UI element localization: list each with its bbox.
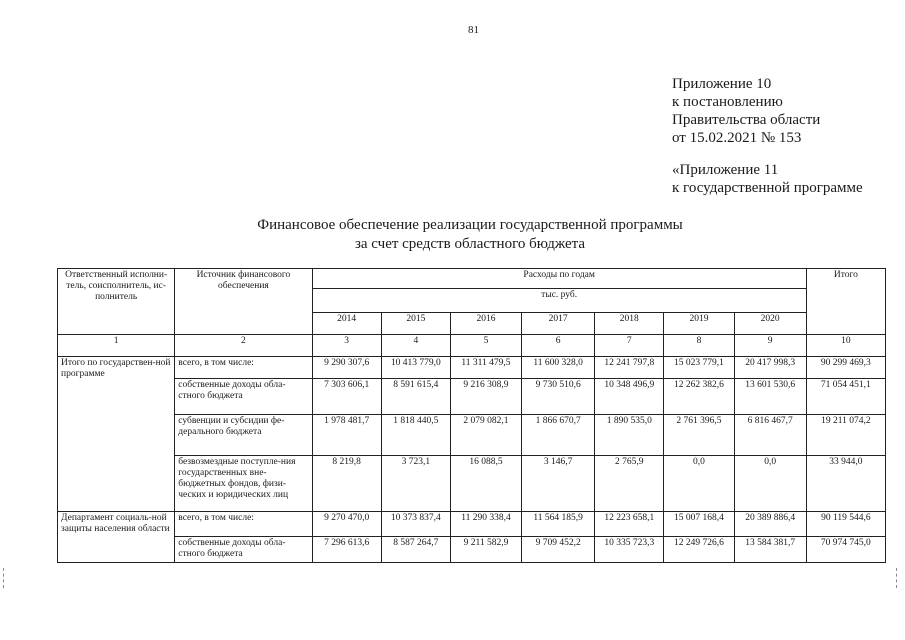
appendix-line: от 15.02.2021 № 153 bbox=[672, 130, 802, 146]
value-cell: 8 219,8 bbox=[312, 456, 381, 512]
header-year: 2019 bbox=[664, 313, 734, 335]
table-row bbox=[58, 415, 886, 456]
value-cell: 2 079 082,1 bbox=[450, 415, 521, 456]
source-cell: собственные доходы обла-стного бюджета bbox=[175, 379, 312, 415]
source-cell: безвозмездные поступле-ния государственных вне-бюджетных фондов, физи-ческих и юридических лиц bbox=[175, 456, 312, 512]
responsible-cell: Итого по государствен-ной программе bbox=[58, 357, 175, 512]
source-cell: субвенции и субсидии фе-дерального бюджета bbox=[175, 415, 312, 456]
header-responsible: Ответственный исполни-тель, соисполнитель, ис-полнитель bbox=[58, 269, 175, 335]
column-index-cell: 3 bbox=[312, 335, 381, 357]
header-source: Источник финансового обеспечения bbox=[175, 269, 312, 335]
title-line: Финансовое обеспечение реализации государственной программы bbox=[257, 217, 683, 233]
source-cell: всего, в том числе: bbox=[175, 357, 312, 379]
value-cell: 12 241 797,8 bbox=[595, 357, 664, 379]
column-index-cell: 8 bbox=[664, 335, 734, 357]
value-cell: 10 335 723,3 bbox=[595, 537, 664, 563]
appendix-line: Правительства области bbox=[672, 112, 821, 128]
header-expenses: Расходы по годам bbox=[312, 269, 806, 289]
value-cell: 7 296 613,6 bbox=[312, 537, 381, 563]
value-cell: 15 007 168,4 bbox=[664, 512, 734, 537]
value-cell: 12 262 382,6 bbox=[664, 379, 734, 415]
source-cell: всего, в том числе: bbox=[175, 512, 312, 537]
value-cell: 9 709 452,2 bbox=[522, 537, 595, 563]
value-cell: 12 249 726,6 bbox=[664, 537, 734, 563]
column-index-cell: 9 bbox=[734, 335, 806, 357]
column-index-cell: 4 bbox=[381, 335, 450, 357]
value-cell: 9 216 308,9 bbox=[450, 379, 521, 415]
header-year: 2020 bbox=[734, 313, 806, 335]
total-cell: 90 119 544,6 bbox=[806, 512, 885, 537]
table-row bbox=[58, 357, 886, 379]
document-title bbox=[150, 216, 790, 254]
value-cell: 16 088,5 bbox=[450, 456, 521, 512]
value-cell: 1 818 440,5 bbox=[381, 415, 450, 456]
total-cell: 33 944,0 bbox=[806, 456, 885, 512]
value-cell: 0,0 bbox=[734, 456, 806, 512]
header-year: 2017 bbox=[522, 313, 595, 335]
value-cell: 9 290 307,6 bbox=[312, 357, 381, 379]
margin-mark-right bbox=[896, 568, 903, 588]
budget-table bbox=[57, 268, 886, 563]
value-cell: 3 146,7 bbox=[522, 456, 595, 512]
header-year: 2018 bbox=[595, 313, 664, 335]
responsible-cell: Департамент социаль-ной защиты населения области bbox=[58, 512, 175, 563]
column-index-cell: 1 bbox=[58, 335, 175, 357]
value-cell: 20 389 886,4 bbox=[734, 512, 806, 537]
value-cell: 11 600 328,0 bbox=[522, 357, 595, 379]
title-line: за счет средств областного бюджета bbox=[354, 236, 586, 252]
value-cell: 13 584 381,7 bbox=[734, 537, 806, 563]
column-index-cell: 6 bbox=[522, 335, 595, 357]
value-cell: 1 978 481,7 bbox=[312, 415, 381, 456]
margin-mark-left bbox=[3, 568, 10, 588]
value-cell: 10 348 496,9 bbox=[595, 379, 664, 415]
header-unit: тыс. руб. bbox=[312, 289, 806, 313]
appendix-block bbox=[672, 75, 863, 197]
header-year: 2014 bbox=[312, 313, 381, 335]
table-row bbox=[58, 512, 886, 537]
table-row bbox=[58, 456, 886, 512]
value-cell: 2 765,9 bbox=[595, 456, 664, 512]
value-cell: 11 311 479,5 bbox=[450, 357, 521, 379]
value-cell: 9 270 470,0 bbox=[312, 512, 381, 537]
header-year: 2016 bbox=[450, 313, 521, 335]
header-total: Итого bbox=[806, 269, 885, 335]
value-cell: 13 601 530,6 bbox=[734, 379, 806, 415]
header-year: 2015 bbox=[381, 313, 450, 335]
source-cell: собственные доходы обла-стного бюджета bbox=[175, 537, 312, 563]
appendix-line: Приложение 10 bbox=[672, 76, 772, 92]
table-row bbox=[58, 537, 886, 563]
value-cell: 15 023 779,1 bbox=[664, 357, 734, 379]
value-cell: 20 417 998,3 bbox=[734, 357, 806, 379]
value-cell: 1 890 535,0 bbox=[595, 415, 664, 456]
value-cell: 11 290 338,4 bbox=[450, 512, 521, 537]
value-cell: 1 866 670,7 bbox=[522, 415, 595, 456]
total-cell: 70 974 745,0 bbox=[806, 537, 885, 563]
appendix-line: «Приложение 11 bbox=[672, 162, 779, 178]
value-cell: 7 303 606,1 bbox=[312, 379, 381, 415]
table-row bbox=[58, 379, 886, 415]
value-cell: 12 223 658,1 bbox=[595, 512, 664, 537]
value-cell: 3 723,1 bbox=[381, 456, 450, 512]
page-number: 81 bbox=[468, 24, 479, 36]
column-index-cell: 10 bbox=[806, 335, 885, 357]
value-cell: 9 730 510,6 bbox=[522, 379, 595, 415]
value-cell: 0,0 bbox=[664, 456, 734, 512]
value-cell: 6 816 467,7 bbox=[734, 415, 806, 456]
total-cell: 71 054 451,1 bbox=[806, 379, 885, 415]
column-index-cell: 5 bbox=[450, 335, 521, 357]
value-cell: 8 591 615,4 bbox=[381, 379, 450, 415]
appendix-line: к государственной программе bbox=[672, 180, 863, 196]
total-cell: 90 299 469,3 bbox=[806, 357, 885, 379]
value-cell: 10 373 837,4 bbox=[381, 512, 450, 537]
column-index-cell: 7 bbox=[595, 335, 664, 357]
value-cell: 2 761 396,5 bbox=[664, 415, 734, 456]
appendix-line: к постановлению bbox=[672, 94, 783, 110]
column-index-cell: 2 bbox=[175, 335, 312, 357]
value-cell: 9 211 582,9 bbox=[450, 537, 521, 563]
value-cell: 10 413 779,0 bbox=[381, 357, 450, 379]
value-cell: 8 587 264,7 bbox=[381, 537, 450, 563]
total-cell: 19 211 074,2 bbox=[806, 415, 885, 456]
value-cell: 11 564 185,9 bbox=[522, 512, 595, 537]
